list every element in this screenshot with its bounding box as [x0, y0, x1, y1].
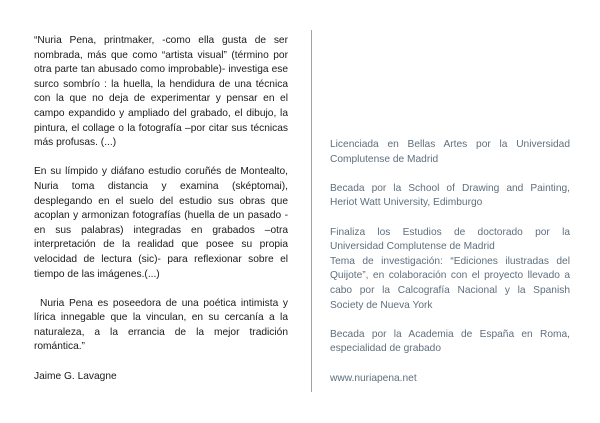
quote-paragraph-2: En su límpido y diáfano estudio coruñés de Montealto, Nuria toma distancia y examina (sképtomai), desplegando en el suelo del estudio sus obras que acoplan y armonizan fotografías (huella de un pasado -en sus palabras) integradas en grabados –otra interpretación de la realidad que posee su propia velocidad de lectura (sic)- para reflexionar sobre el tiempo de las imágenes.(...) — [34, 166, 288, 280]
quote-column — [34, 34, 288, 384]
quote-paragraph-3: Nuria Pena es poseedora de una poética intimista y lírica innegable que la vinculan, en su cercanía a la naturaleza, a la errancia de la mejor tradición romántica.” — [34, 297, 288, 353]
bio-column — [330, 138, 570, 386]
quote-paragraph-1: “Nuria Pena, printmaker, -como ella gusta de ser nombrada, más que como “artista visual” (término por otra parte tan abusado como improbable)- investiga ese surco sombrío : la huella, la hendidura de una técnica con la que no deja de experimentar y pensar en el campo expandido y ampliado del grabado, el dibujo, la pintura, el collage o la fotografía –por citar sus técnicas más profusas. (...) — [34, 35, 288, 149]
bio-item-scholarship-edinburgh: Becada por la School of Drawing and Painting, Heriot Watt University, Edimburgo — [330, 182, 570, 209]
column-divider — [311, 30, 312, 392]
bio-item-research-topic: Tema de investigación: “Ediciones ilustradas del Quijote”, en colaboración con el proyecto llevado a cabo por la Calcografía Nacional y la Spanish Society de Nueva York — [330, 255, 570, 311]
bio-item-doctorate: Finaliza los Estudios de doctorado por la Universidad Complutense de Madrid — [330, 226, 570, 253]
bio-item-degree: Licenciada en Bellas Artes por la Universidad Complutense de Madrid — [330, 139, 570, 165]
quote-author: Jaime G. Lavagne — [34, 370, 117, 382]
bio-item-scholarship-rome: Becada por la Academia de España en Roma, especialidad de grabado — [330, 328, 570, 355]
website-link[interactable]: www.nuriapena.net — [330, 372, 417, 384]
